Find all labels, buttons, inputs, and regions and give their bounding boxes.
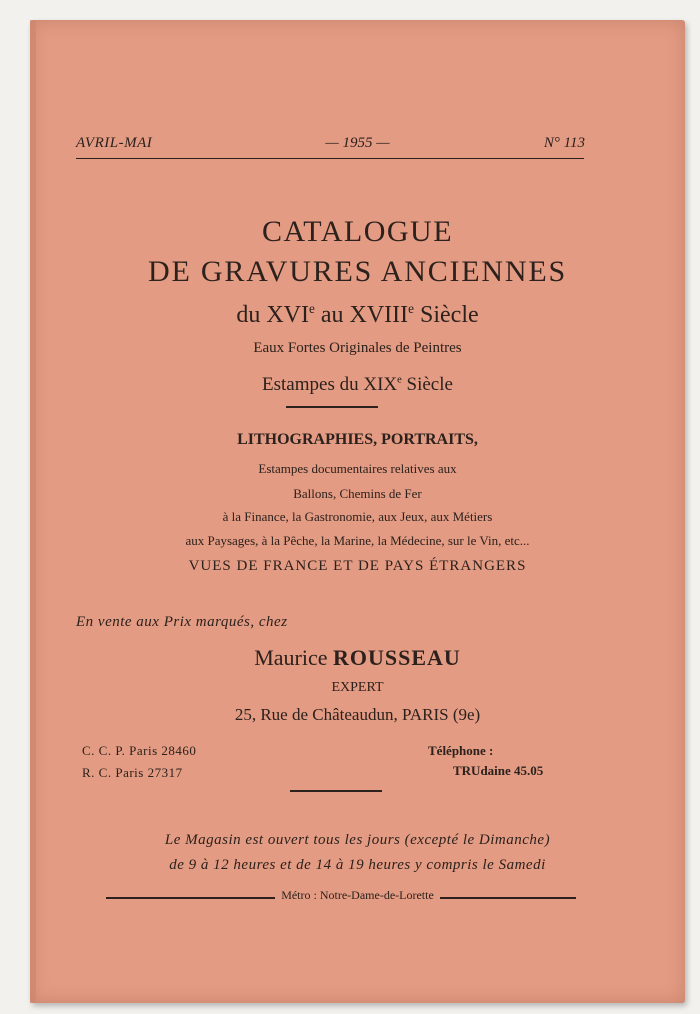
contents-line-1: LITHOGRAPHIES, PORTRAITS, [237,431,478,448]
title-line-5: Estampes du XIXe Siècle [262,374,453,395]
title-rule [286,406,378,408]
issue-period: AVRIL-MAI [76,135,153,151]
seller-title: EXPERT [331,680,384,695]
issue-year: — 1955 — [325,135,390,151]
seller-address: 25, Rue de Châteaudun, PARIS (9e) [234,705,481,724]
rc-number: R. C. Paris 27317 [82,765,183,780]
title-line-4: Eaux Fortes Originales de Peintres [253,340,462,356]
catalogue-cover [30,20,685,1003]
ccp-number: C. C. P. Paris 28460 [82,743,197,758]
seller-name: Maurice ROUSSEAU [254,645,461,670]
title-line-2: DE GRAVURES ANCIENNES [148,255,567,288]
title-line-3: du XVIe au XVIIIe Siècle [236,301,479,328]
title-line-1: CATALOGUE [261,215,454,248]
contact-rule [290,790,382,792]
contents-line-3: Ballons, Chemins de Fer [293,486,422,501]
contents-line-6: VUES DE FRANCE ET DE PAYS ÉTRANGERS [188,558,527,574]
metro-line: Métro : Notre-Dame-de-Lorette [30,888,685,903]
contents-line-4: à la Finance, la Gastronomie, aux Jeux, aux Métiers [222,509,493,524]
contents-line-5: aux Paysages, à la Pêche, la Marine, la Médecine, sur le Vin, etc... [185,533,530,548]
contents-line-2: Estampes documentaires relatives aux [258,461,457,476]
sale-line: En vente aux Prix marqués, chez [76,614,288,630]
opening-line-1: Le Magasin est ouvert tous les jours (excepté le Dimanche) [164,832,551,848]
opening-line-2: de 9 à 12 heures et de 14 à 19 heures y compris le Samedi [169,857,546,873]
phone-label: Téléphone : [428,743,494,758]
header-rule [76,158,584,159]
phone-number: TRUdaine 45.05 [453,763,544,778]
issue-number: N° 113 [543,135,585,151]
